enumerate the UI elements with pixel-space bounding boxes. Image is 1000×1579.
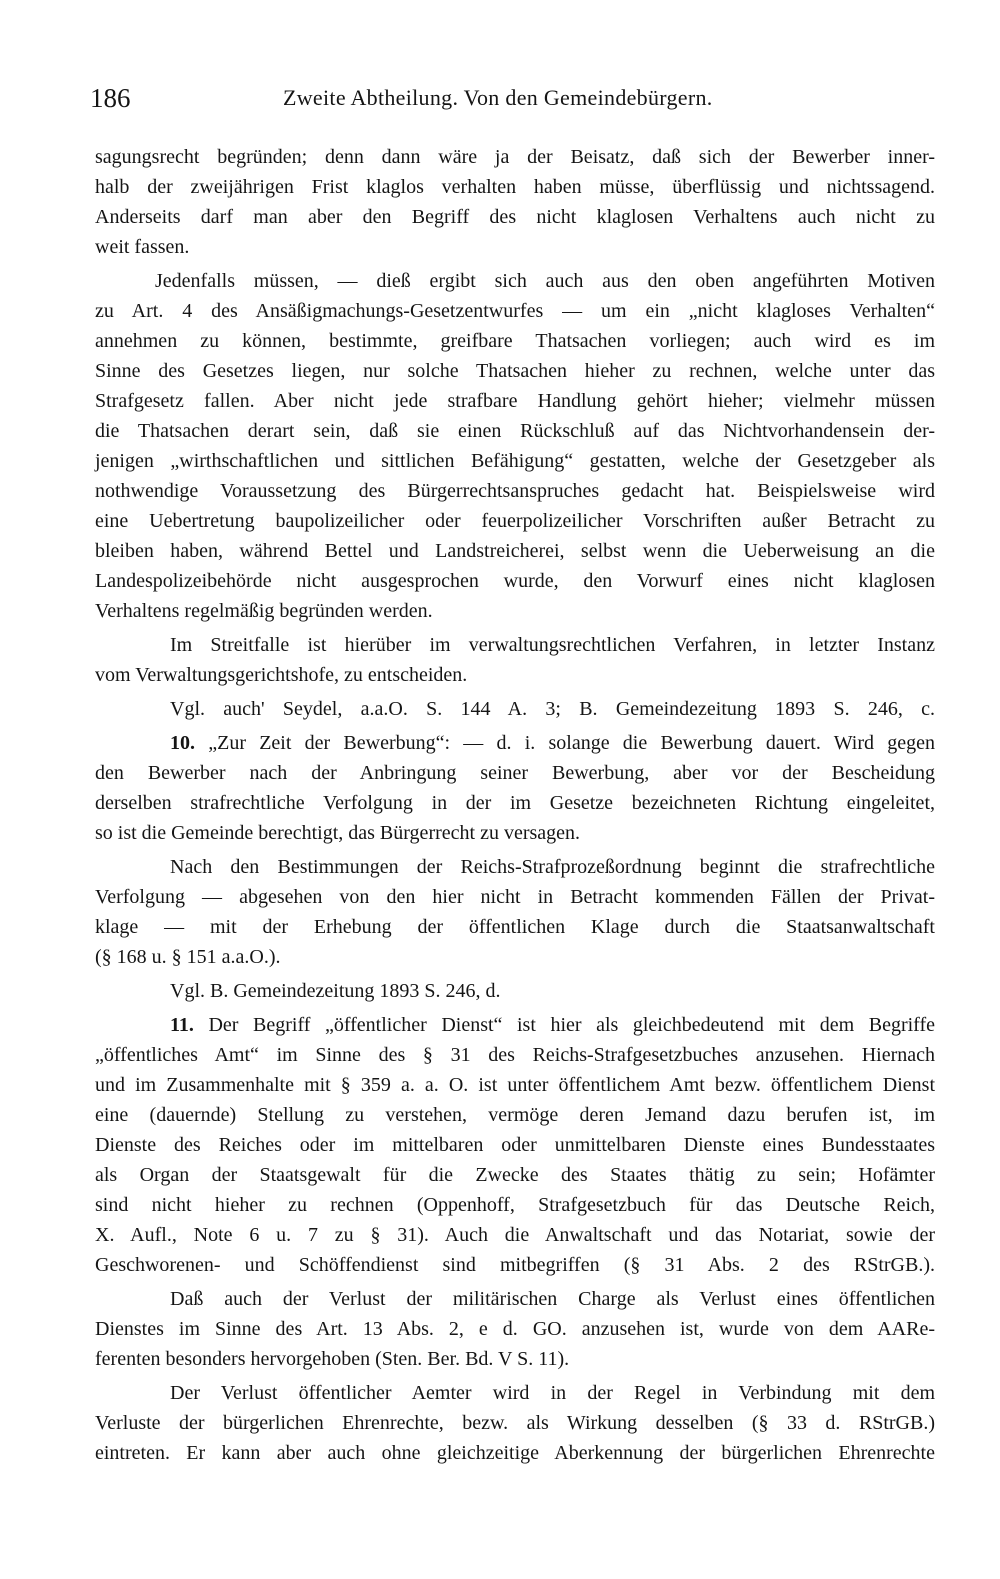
text-line: derselben strafrechtliche Verfolgung in der im Gesetze bezeichneten Richtung eingeleitet, [95, 792, 935, 814]
numbered-note [95, 1010, 935, 1280]
text-line: Vgl. B. Gemeindezeitung 1893 S. 246, d. [170, 980, 501, 1002]
paragraph [95, 266, 935, 626]
text-segment: „Zur Zeit der Bewerbung“: — d. i. solange die Bewerbung dauert. Wird gegen [208, 732, 935, 754]
paragraph [95, 142, 935, 262]
text-line: so ist die Gemeinde berechtigt, das Bürgerrecht zu versagen. [95, 822, 581, 844]
running-title: Zweite Abtheilung. Von den Gemeindebürgern. [283, 85, 713, 110]
reference-note [95, 976, 935, 1006]
reference-note [95, 694, 935, 724]
text-line: eine (dauernde) Stellung zu verstehen, vermöge deren Jemand dazu berufen ist, im [95, 1104, 935, 1126]
text-line: eine Uebertretung baupolizeilicher oder feuerpolizeilicher Vorschriften außer Betracht zu [95, 510, 935, 532]
paragraph [95, 852, 935, 972]
text-line: Dienstes im Sinne des Art. 13 Abs. 2, e d. GO. anzusehen ist, wurde von dem AARe- [95, 1318, 935, 1340]
paragraph [95, 1378, 935, 1468]
text-segment: Der Begriff „öffentlicher Dienst“ ist hier als gleichbedeutend mit dem Begriffe [208, 1014, 935, 1036]
text-line [95, 1010, 935, 1040]
text-line: Jedenfalls müssen, — dieß ergibt sich auch aus den oben angeführten Motiven [155, 270, 935, 292]
text-line [95, 728, 935, 758]
text-line: sind nicht hieher zu rechnen (Oppenhoff, Strafgesetzbuch für das Deutsche Reich, [95, 1194, 935, 1216]
text-line: Strafgesetz fallen. Aber nicht jede strafbare Handlung gehört hieher; vielmehr müssen [95, 390, 935, 412]
text-line: (§ 168 u. § 151 a.a.O.). [95, 946, 281, 968]
text-line: weit fassen. [95, 236, 190, 258]
paragraph [95, 630, 935, 690]
text-line: nothwendige Voraussetzung des Bürgerrechtsanspruches gedacht hat. Beispielsweise wird [95, 480, 935, 502]
text-line: jenigen „wirthschaftlichen und sittlichen Befähigung“ gestatten, welche der Gesetzgeber als [95, 450, 935, 472]
text-line: annehmen zu können, bestimmte, greifbare Thatsachen vorliegen; auch wird es im [95, 330, 935, 352]
text-line: Verhaltens regelmäßig begründen werden. [95, 600, 433, 622]
text-line: X. Aufl., Note 6 u. 7 zu § 31). Auch die Anwaltschaft und das Notariat, sowie der [95, 1224, 935, 1246]
paragraph [95, 1284, 935, 1374]
text-line: Im Streitfalle ist hierüber im verwaltungsrechtlichen Verfahren, in letzter Instanz [170, 634, 935, 656]
text-line: Dienste des Reiches oder im mittelbaren oder unmittelbaren Dienste eines Bundesstaates [95, 1134, 935, 1156]
text-line: klage — mit der Erhebung der öffentlichen Klage durch die Staatsanwaltschaft [95, 916, 935, 938]
text-line: ferenten besonders hervorgehoben (Sten. Ber. Bd. V S. 11). [95, 1348, 570, 1370]
text-line: und im Zusammenhalte mit § 359 a. a. O. ist unter öffentlichem Amt bezw. öffentlichem Dienst [95, 1074, 935, 1096]
text-line: „öffentliches Amt“ im Sinne des § 31 des Reichs-Strafgesetzbuches anzusehen. Hiernach [95, 1044, 935, 1066]
text-line: Verluste der bürgerlichen Ehrenrechte, bezw. als Wirkung desselben (§ 33 d. RStrGB.) [95, 1412, 935, 1434]
text-line: Geschworenen- und Schöffendienst sind mitbegriffen (§ 31 Abs. 2 des RStrGB.). [95, 1254, 935, 1276]
page-number: 186 [90, 83, 131, 113]
text-line: Nach den Bestimmungen der Reichs-Strafprozeßordnung beginnt die strafrechtliche [170, 856, 935, 878]
page-body [95, 142, 935, 1468]
text-line: sagungsrecht begründen; denn dann wäre ja der Beisatz, daß sich der Bewerber inner- [95, 146, 935, 168]
text-line: bleiben haben, während Bettel und Landstreicherei, selbst wenn die Ueberweisung an die [95, 540, 935, 562]
text-line: Sinne des Gesetzes liegen, nur solche Thatsachen hieher zu rechnen, welche unter das [95, 360, 935, 382]
text-line: als Organ der Staatsgewalt für die Zwecke des Staates thätig zu sein; Hofämter [95, 1164, 935, 1186]
text-line: Anderseits darf man aber den Begriff des nicht klaglosen Verhaltens auch nicht zu [95, 206, 935, 228]
text-line: Verfolgung — abgesehen von den hier nicht in Betracht kommenden Fällen der Privat- [95, 886, 935, 908]
text-line: Landespolizeibehörde nicht ausgesprochen wurde, den Vorwurf eines nicht klaglosen [95, 570, 935, 592]
text-line: den Bewerber nach der Anbringung seiner Bewerbung, aber vor der Bescheidung [95, 762, 935, 784]
text-line: Der Verlust öffentlicher Aemter wird in der Regel in Verbindung mit dem [170, 1382, 935, 1404]
text-line: eintreten. Er kann aber auch ohne gleichzeitige Aberkennung der bürgerlichen Ehrenrechte [95, 1442, 935, 1464]
text-line: vom Verwaltungsgerichtshofe, zu entscheiden. [95, 664, 468, 686]
text-line: zu Art. 4 des Ansäßigmachungs-Gesetzentwurfes — um ein „nicht klagloses Verhalten“ [95, 300, 935, 322]
text-line: die Thatsachen derart sein, daß sie einen Rückschluß auf das Nichtvorhandensein der- [95, 420, 935, 442]
text-line: Daß auch der Verlust der militärischen Charge als Verlust eines öffentlichen [170, 1288, 935, 1310]
note-number: 11. [170, 1014, 194, 1036]
text-line: halb der zweijährigen Frist klaglos verhalten haben müsse, überflüssig und nichtssagend. [95, 176, 935, 198]
numbered-note [95, 728, 935, 848]
note-number: 10. [170, 732, 195, 754]
text-line: Vgl. auch' Seydel, a.a.O. S. 144 A. 3; B. Gemeindezeitung 1893 S. 246, c. [170, 698, 935, 720]
